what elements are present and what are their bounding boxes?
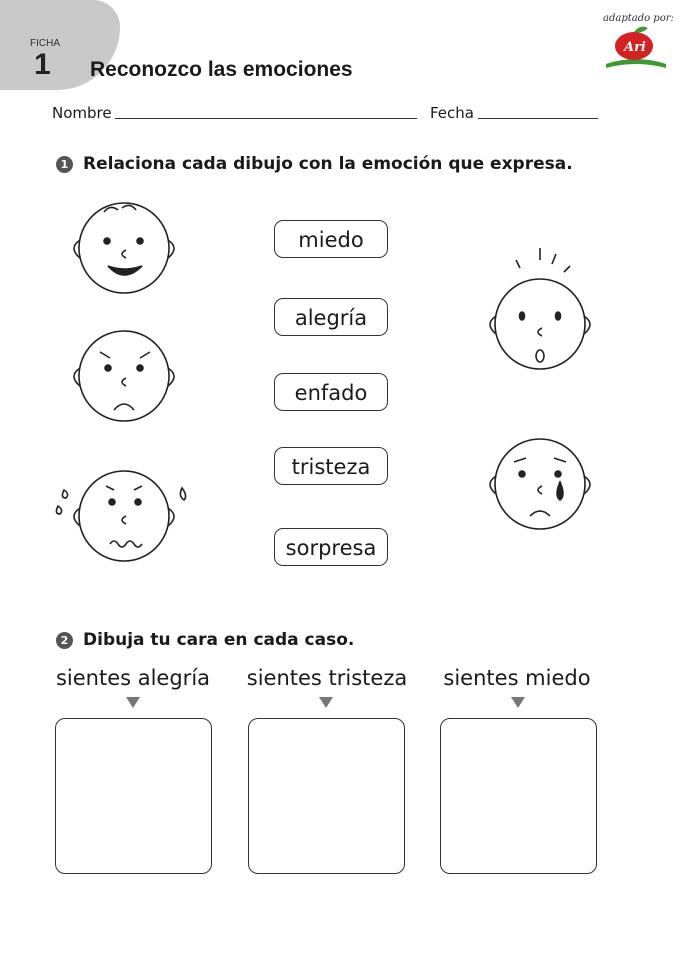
down-arrow-icon	[511, 697, 525, 708]
page-title: Reconozco las emociones	[90, 58, 353, 81]
down-arrow-icon	[126, 697, 140, 708]
caption-tristeza: sientes tristeza	[246, 666, 408, 690]
sad-face-icon[interactable]	[480, 432, 600, 534]
down-arrow-icon	[319, 697, 333, 708]
word-tristeza[interactable]: tristeza	[274, 447, 388, 485]
word-miedo[interactable]: miedo	[274, 220, 388, 258]
word-sorpresa[interactable]: sorpresa	[274, 528, 388, 566]
exercise-2-instruction: Dibuja tu cara en cada caso.	[83, 630, 355, 650]
exercise-1-number: 1	[56, 156, 73, 173]
caption-miedo: sientes miedo	[443, 666, 591, 690]
name-label: Nombre	[52, 104, 112, 122]
ficha-number: 1	[34, 48, 51, 81]
exercise-2-number: 2	[56, 632, 73, 649]
logo-caption: adaptado por:	[603, 13, 674, 24]
drawing-box-miedo[interactable]	[440, 718, 597, 874]
logo-name: Ari	[624, 40, 646, 55]
apple-logo-icon	[604, 24, 668, 70]
scared-face-icon[interactable]	[54, 462, 188, 568]
angry-face-icon[interactable]	[64, 326, 184, 426]
exercise-2-heading	[56, 630, 354, 650]
happy-face-icon[interactable]	[64, 198, 184, 298]
caption-alegria: sientes alegría	[55, 666, 211, 690]
date-label: Fecha	[430, 104, 474, 122]
date-line[interactable]	[478, 118, 598, 119]
exercise-1-instruction: Relaciona cada dibujo con la emoción que expresa.	[83, 154, 573, 174]
ficha-label: FICHA	[30, 38, 60, 49]
exercise-1-heading	[56, 154, 573, 174]
drawing-box-tristeza[interactable]	[248, 718, 405, 874]
surprised-face-icon[interactable]	[480, 244, 600, 374]
word-alegria[interactable]: alegría	[274, 298, 388, 336]
name-line[interactable]	[115, 118, 417, 119]
drawing-box-alegria[interactable]	[55, 718, 212, 874]
word-enfado[interactable]: enfado	[274, 373, 388, 411]
